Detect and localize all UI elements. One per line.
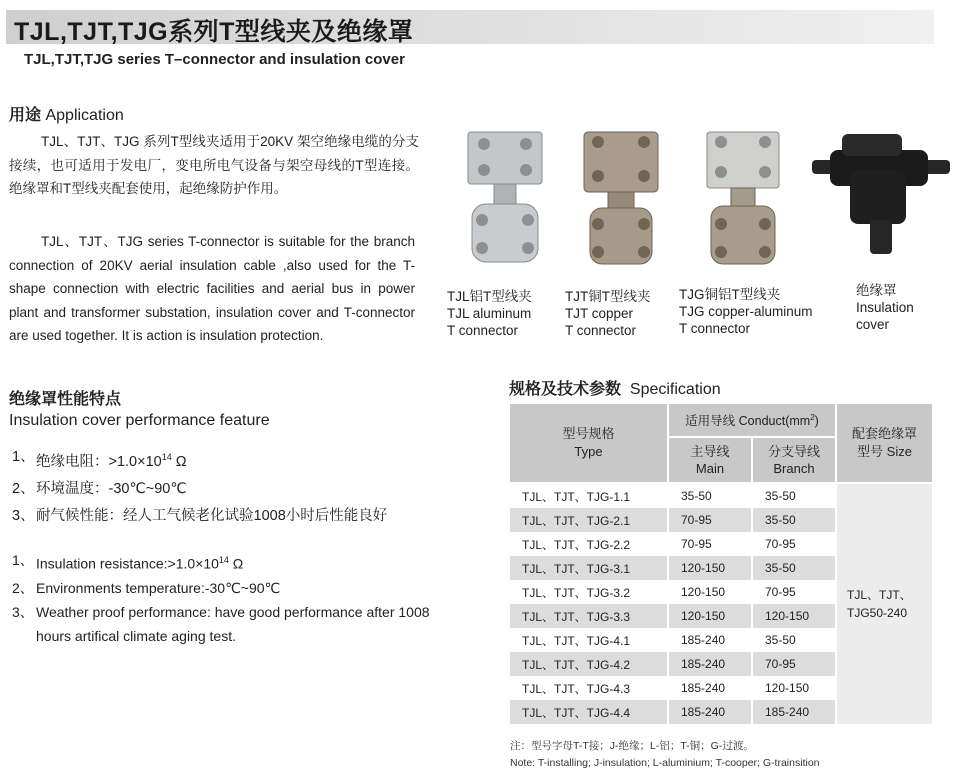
features-list-en [12,548,442,648]
cell-branch: 70-95 [752,532,836,556]
cell-size-line2: TJG50-240 [847,606,908,620]
col-size-cn1: 配套绝缘罩 [851,426,917,441]
cell-branch: 35-50 [752,556,836,580]
cell-main: 120-150 [668,556,752,580]
insulation-cover-image [812,130,952,260]
feature-cn-3-num: 3、 [12,507,35,524]
feature-en-3 [12,600,446,648]
feature-cn-2 [12,476,442,503]
cell-type: TJL、TJT、TJG-4.2 [510,652,668,676]
cell-size [836,483,932,724]
spec-heading [509,376,721,399]
cell-type: TJL、TJT、TJG-2.2 [510,532,668,556]
col-conduct-sup: 2 [810,412,815,422]
col-conduct [668,404,836,437]
col-type-en: Type [574,444,603,459]
tjg-connector-image [703,128,783,268]
cell-branch: 120-150 [752,676,836,700]
feature-en-3-num: 3、 [12,603,34,620]
spec-heading-cn: 规格及技术参数 [509,381,622,398]
cell-main: 120-150 [668,580,752,604]
feature-cn-3-text: 耐气候性能：经人工气候老化试验1008小时后性能良好 [36,507,388,524]
application-heading [9,102,124,125]
application-text-cn: TJL、TJT、TJG 系列T型线夹适用于20KV 架空绝缘电缆的分支接续，也可适用于发电厂，变电所电气设备与架空母线的T型连接。绝缘罩和T型线夹配套使用，起绝缘防护作用。 [9,134,419,196]
col-conduct-tail: ) [814,414,819,428]
col-main [668,437,752,483]
feature-en-2-num: 2、 [12,579,34,596]
col-branch [752,437,836,483]
feature-cn-1-text: 绝缘电阻：>1.0×10 [36,453,162,470]
col-main-cn: 主导线 [690,444,730,459]
caption-cover-en2: cover [856,317,890,332]
spec-heading-en: Specification [629,381,721,398]
feature-en-1-tail: Ω [228,555,244,572]
application-heading-en: Application [45,107,124,124]
caption-tjg-en2: T connector [679,321,751,336]
cell-type: TJL、TJT、TJG-4.1 [510,628,668,652]
feature-en-1-sup: 14 [218,555,229,565]
footnote-cn: 注：型号字母T-T接；J-绝缘；L-铝；T-铜；G-过渡。 [510,740,754,752]
features-heading-cn: 绝缘罩性能特点 [9,391,122,408]
caption-tjl-en1: TJL aluminum [447,306,532,321]
col-branch-en: Branch [773,461,815,476]
cell-size-line1: TJL、TJT、 [847,588,912,602]
feature-cn-2-num: 2、 [12,480,35,497]
page-title: TJL,TJT,TJG系列T型线夹及绝缘罩 [14,18,414,46]
features-heading-en: Insulation cover performance feature [9,412,270,429]
caption-tjt-en1: TJT copper [565,306,634,321]
cell-type: TJL、TJT、TJG-4.4 [510,700,668,724]
caption-tjt-cn: TJT铜T型线夹 [565,289,651,304]
cell-main: 185-240 [668,652,752,676]
feature-cn-1-tail: Ω [171,453,187,470]
feature-cn-1-sup: 14 [161,452,172,462]
caption-cover [856,282,914,333]
col-conduct-text: 适用导线 Conduct(mm [685,414,811,428]
col-type-cn: 型号规格 [562,426,615,441]
caption-tjt [565,288,651,339]
feature-en-2 [12,576,442,600]
cell-main: 120-150 [668,604,752,628]
cell-type: TJL、TJT、TJG-1.1 [510,483,668,508]
caption-tjt-en2: T connector [565,323,637,338]
footnote [510,738,820,772]
cell-type: TJL、TJT、TJG-3.1 [510,556,668,580]
cell-branch: 35-50 [752,508,836,532]
caption-tjl-en2: T connector [447,323,519,338]
cell-main: 185-240 [668,628,752,652]
cell-branch: 70-95 [752,652,836,676]
cell-main: 35-50 [668,483,752,508]
table-row [510,483,932,508]
col-size [836,404,932,483]
caption-tjg [679,286,813,337]
feature-en-1-text: Insulation resistance:>1.0×10 [36,555,219,572]
cell-type: TJL、TJT、TJG-2.1 [510,508,668,532]
cell-main: 185-240 [668,700,752,724]
col-branch-cn: 分支导线 [767,444,820,459]
feature-en-2-text: Environments temperature:-30℃~90℃ [36,579,281,596]
cell-branch: 70-95 [752,580,836,604]
spec-table-wrap [510,404,932,724]
cell-type: TJL、TJT、TJG-3.2 [510,580,668,604]
cell-type: TJL、TJT、TJG-3.3 [510,604,668,628]
caption-tjg-cn: TJG铜铝T型线夹 [679,287,781,302]
application-text-en: TJL、TJT、TJG series T-connector is suitable for the branch connection of 20KV aerial insulation cable ,also used for the T-shape connection with electric facilities and aerial bus in power plant and transformer substation, insulation cover and T-connector are used together. It is action is insulation protection. [9,234,415,343]
cell-main: 185-240 [668,676,752,700]
caption-cover-en1: Insulation [856,300,914,315]
cell-branch: 35-50 [752,628,836,652]
feature-en-3-text: Weather proof performance: have good performance after 1008 hours artifical climate aging test. [36,603,430,644]
application-heading-cn: 用途 [9,107,42,124]
cell-branch: 35-50 [752,483,836,508]
cell-type: TJL、TJT、TJG-4.3 [510,676,668,700]
tjt-connector-image [578,128,664,268]
tjl-connector-image [462,128,548,268]
col-main-en: Main [695,461,725,476]
feature-cn-1 [12,444,442,476]
feature-cn-2-text: 环境温度：-30℃~90℃ [36,480,187,497]
col-size-cn2: 型号 Size [857,444,912,459]
feature-en-1 [12,548,442,576]
caption-tjg-en1: TJG copper-aluminum [679,304,813,319]
caption-tjl [447,288,532,339]
cell-main: 70-95 [668,508,752,532]
feature-en-1-num: 1、 [12,552,34,568]
features-list-cn [12,444,442,530]
spec-table [510,404,932,724]
caption-cover-cn: 绝缘罩 [856,283,897,298]
page-subtitle: TJL,TJT,TJG series T–connector and insulation cover [24,51,405,68]
footnote-en: Note: T-installing; J-insulation; L-aluminium; T-cooper; G-trainsition [510,757,820,769]
caption-tjl-cn: TJL铝T型线夹 [447,289,532,304]
cell-branch: 120-150 [752,604,836,628]
feature-cn-1-num: 1、 [12,449,35,465]
cell-main: 70-95 [668,532,752,556]
cell-branch: 185-240 [752,700,836,724]
col-type [510,404,668,483]
feature-cn-3 [12,503,436,530]
